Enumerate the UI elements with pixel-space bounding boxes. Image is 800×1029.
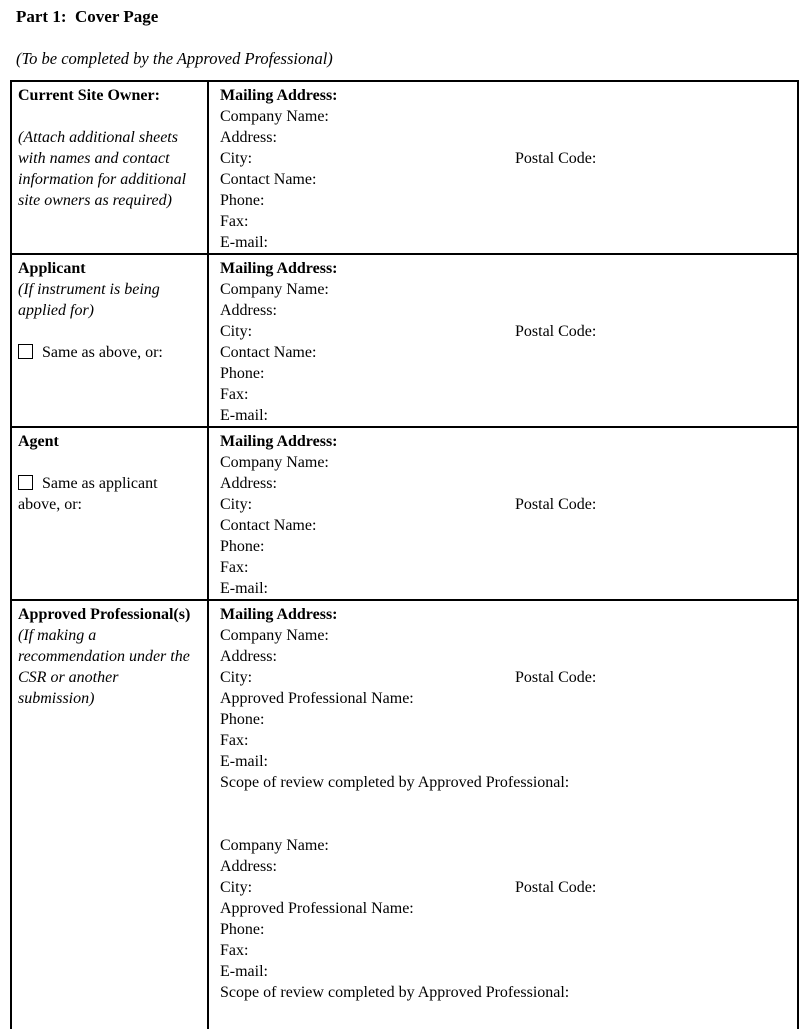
email-label: E-mail:: [220, 753, 268, 770]
email-label: E-mail:: [220, 580, 268, 597]
agent-heading-cell: [11, 427, 208, 600]
address-label: Address:: [220, 129, 277, 146]
blank-line: [18, 321, 198, 342]
phone-label: Phone:: [220, 921, 265, 938]
scope-of-review-label: Scope of review completed by Approved Professional:: [220, 984, 570, 1001]
table-row-approved-professional: [11, 600, 798, 1029]
contact-name-label: Contact Name:: [220, 517, 317, 534]
fax-label: Fax:: [220, 942, 249, 959]
table-row-applicant: [11, 254, 798, 427]
owner-section-heading: Current Site Owner:: [18, 87, 160, 104]
address-label: Address:: [220, 475, 277, 492]
approved-professional-section-note: (If making a recommendation under the CSR or another submission): [18, 627, 190, 707]
agent-same-as-applicant-line: [18, 473, 198, 515]
email-label: E-mail:: [220, 407, 268, 424]
address-label: Address:: [220, 858, 277, 875]
company-name-label: Company Name:: [220, 108, 329, 125]
city-postal-line: [220, 321, 791, 342]
contact-name-label: Contact Name:: [220, 171, 317, 188]
agent-section-heading: Agent: [18, 433, 59, 450]
approved-professional-mailing-cell: [208, 600, 798, 1029]
fax-label: Fax:: [220, 213, 249, 230]
phone-label: Phone:: [220, 192, 265, 209]
phone-label: Phone:: [220, 711, 265, 728]
company-name-label: Company Name:: [220, 454, 329, 471]
postal-code-label: Postal Code:: [515, 496, 597, 513]
company-name-label: Company Name:: [220, 837, 329, 854]
city-label: City:: [220, 150, 253, 167]
postal-code-label: Postal Code:: [515, 879, 597, 896]
approved-professional-name-label: Approved Professional Name:: [220, 900, 414, 917]
approved-professional-section-heading: Approved Professional(s): [18, 606, 191, 623]
approved-professional-heading-cell: [11, 600, 208, 1029]
owner-section-note: (Attach additional sheets with names and contact information for additional site owners as required): [18, 129, 187, 209]
blank-line: [220, 793, 791, 814]
city-label: City:: [220, 496, 253, 513]
city-postal-line: [220, 877, 791, 898]
mailing-address-label: Mailing Address:: [220, 260, 338, 277]
page-title: Part 1: Cover Page: [16, 7, 159, 26]
cover-page-table: [10, 80, 799, 1029]
fax-label: Fax:: [220, 559, 249, 576]
owner-heading-cell: [11, 81, 208, 254]
applicant-section-note: (If instrument is being applied for): [18, 281, 160, 319]
phone-label: Phone:: [220, 365, 265, 382]
phone-label: Phone:: [220, 538, 265, 555]
company-name-label: Company Name:: [220, 281, 329, 298]
email-label: E-mail:: [220, 234, 268, 251]
applicant-mailing-cell: [208, 254, 798, 427]
table-row-current-site-owner: [11, 81, 798, 254]
city-label: City:: [220, 879, 253, 896]
same-as-above-label: Same as above, or:: [42, 344, 163, 361]
mailing-address-label: Mailing Address:: [220, 87, 338, 104]
same-as-above-checkbox[interactable]: [18, 344, 33, 359]
company-name-label: Company Name:: [220, 627, 329, 644]
city-label: City:: [220, 323, 253, 340]
applicant-section-heading: Applicant: [18, 260, 86, 277]
address-label: Address:: [220, 648, 277, 665]
approved-professional-name-label: Approved Professional Name:: [220, 690, 414, 707]
city-postal-line: [220, 667, 791, 688]
postal-code-label: Postal Code:: [515, 150, 597, 167]
applicant-heading-cell: [11, 254, 208, 427]
same-as-applicant-checkbox[interactable]: [18, 475, 33, 490]
blank-line: [220, 814, 791, 835]
postal-code-label: Postal Code:: [515, 669, 597, 686]
blank-line: [18, 106, 198, 127]
blank-line: [18, 452, 198, 473]
applicant-same-as-above-line: [18, 342, 198, 363]
address-label: Address:: [220, 302, 277, 319]
same-as-applicant-label: Same as applicant above, or:: [18, 475, 158, 513]
fax-label: Fax:: [220, 386, 249, 403]
owner-mailing-cell: [208, 81, 798, 254]
contact-name-label: Contact Name:: [220, 344, 317, 361]
postal-code-label: Postal Code:: [515, 323, 597, 340]
scope-of-review-label: Scope of review completed by Approved Professional:: [220, 774, 570, 791]
city-label: City:: [220, 669, 253, 686]
mailing-address-label: Mailing Address:: [220, 433, 338, 450]
table-row-agent: [11, 427, 798, 600]
email-label: E-mail:: [220, 963, 268, 980]
city-postal-line: [220, 148, 791, 169]
page-subtitle: (To be completed by the Approved Professional): [16, 49, 333, 68]
agent-mailing-cell: [208, 427, 798, 600]
mailing-address-label: Mailing Address:: [220, 606, 338, 623]
fax-label: Fax:: [220, 732, 249, 749]
city-postal-line: [220, 494, 791, 515]
